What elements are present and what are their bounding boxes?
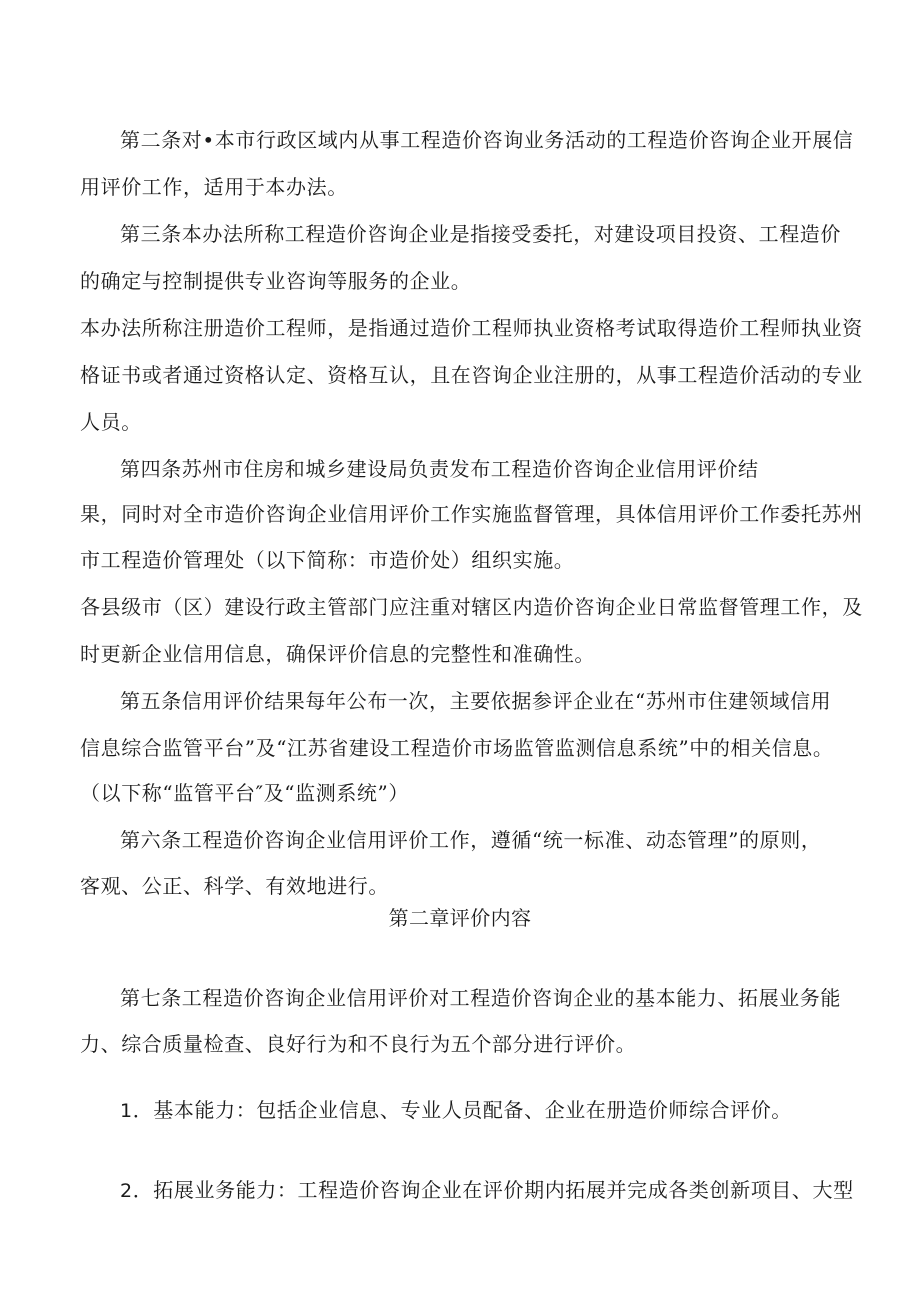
list-item-text: ．基本能力：包括企业信息、专业人员配备、企业在册造价师综合评价。 <box>132 1098 792 1122</box>
paragraph-line: 格证书或者通过资格认定、资格互认，且在咨询企业注册的，从事工程造价活动的专业 <box>80 363 863 387</box>
paragraph-line: 第六条工程造价咨询企业信用评价工作，遵循“统一标准、动态管理”的原则， <box>120 828 822 852</box>
paragraph-line: 果，同时对全市造价咨询企业信用评价工作实施监督管理，具体信用评价工作委托苏州 <box>80 502 863 526</box>
list-item <box>120 1096 840 1125</box>
paragraph-line: 人员。 <box>80 410 142 434</box>
paragraph-line: 第七条工程造价咨询企业信用评价对工程造价咨询企业的基本能力、拓展业务能 <box>120 986 841 1010</box>
paragraph-line: 本办法所称注册造价工程师，是指通过造价工程师执业资格考试取得造价工程师执业资 <box>80 316 863 340</box>
paragraph-line: 信息综合监管平台”及“江苏省建设工程造价市场监管监测信息系统”中的相关信息。 <box>80 736 834 760</box>
paragraph-line: 各县级市（区）建设行政主管部门应注重对辖区内造价咨询企业日常监督管理工作，及 <box>80 595 863 619</box>
paragraph-line: 第二条对•本市行政区域内从事工程造价咨询业务活动的工程造价咨询企业开展信 <box>120 128 854 152</box>
paragraph-line: 第三条本办法所称工程造价咨询企业是指接受委托，对建设项目投资、工程造价 <box>120 222 841 246</box>
paragraph-line: 时更新企业信用信息，确保评价信息的完整性和准确性。 <box>80 642 595 666</box>
paragraph-line: 第五条信用评价结果每年公布一次，主要依据参评企业在“苏州市住建领域信用 <box>120 689 832 713</box>
paragraph-line: 第四条苏州市住房和城乡建设局负责发布工程造价咨询企业信用评价结 <box>120 457 759 481</box>
paragraph-line: 的确定与控制提供专业咨询等服务的企业。 <box>80 269 472 293</box>
list-item-text: ．拓展业务能力：工程造价咨询企业在评价期内拓展并完成各类创新项目、大型 <box>132 1178 854 1202</box>
paragraph-line: 市工程造价管理处（以下简称：市造价处）组织实施。 <box>80 548 575 572</box>
paragraph-line: 用评价工作，适用于本办法。 <box>80 175 348 199</box>
list-item-number: 2 <box>120 1180 133 1202</box>
paragraph-line: 客观、公正、科学、有效地进行。 <box>80 874 389 898</box>
list-item <box>120 1176 854 1205</box>
paragraph-line: 力、综合质量检查、良好行为和不良行为五个部分进行评价。 <box>80 1032 637 1056</box>
chapter-heading: 第二章评价内容 <box>388 906 532 930</box>
paragraph-line: （以下称“监管平台″及“监测系统”） <box>80 781 409 805</box>
list-item-number: 1 <box>120 1100 133 1122</box>
